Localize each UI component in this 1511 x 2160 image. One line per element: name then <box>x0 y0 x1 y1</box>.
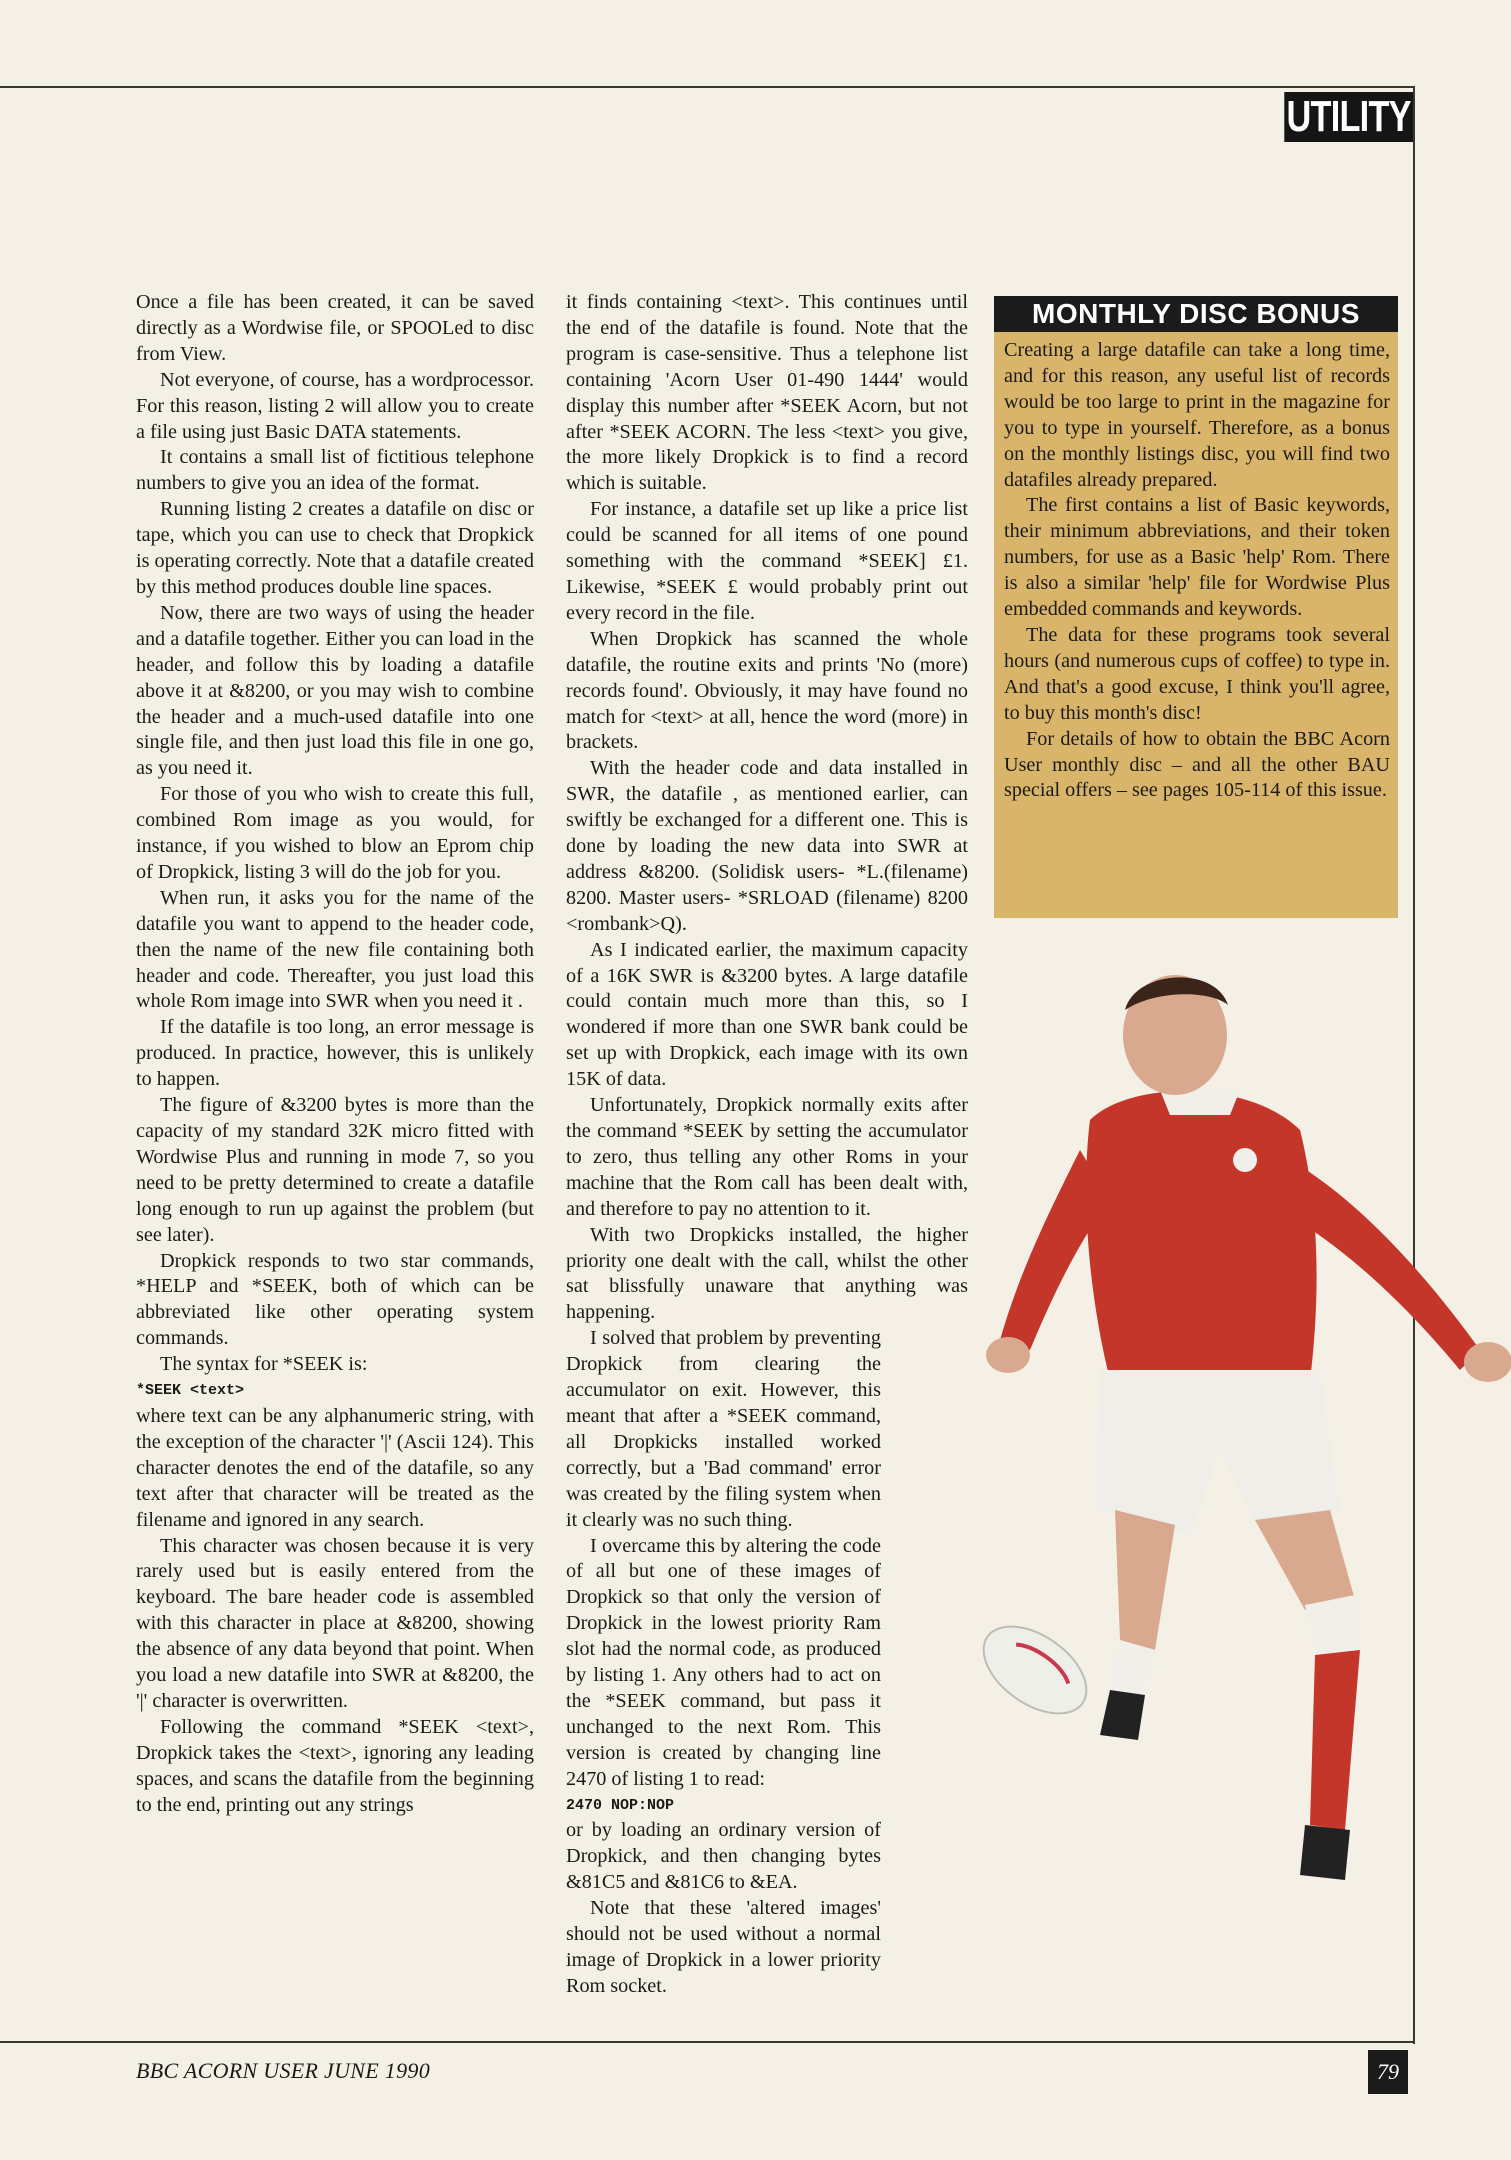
paragraph: For instance, a datafile set up like a price list could be scanned for all items of one pound something with the command *SEEK] £1. Likewise, *SEEK £ would probably print out every record in the file. <box>566 498 968 624</box>
paragraph: Following the command *SEEK <text>, Dropkick takes the <text>, ignoring any leading spaces, and scans the datafile from the beginning to the end, printing out any strings <box>136 1715 534 1816</box>
paragraph: It contains a small list of fictitious telephone numbers to give you an idea of the format. <box>136 446 534 495</box>
code-line: *SEEK <text> <box>136 1382 245 1400</box>
paragraph: When run, it asks you for the name of the datafile you want to append to the header code, then the name of the new file containing both header and code. Thereafter, you just load this whole Rom image into SWR when you need it . <box>136 886 534 1013</box>
paragraph: where text can be any alphanumeric string, with the exception of the character '|' (Ascii 124). This character denotes the end of the datafile, so any text after that character will be treated as the filename and ignored in any search. <box>136 1404 534 1531</box>
sidebar-paragraph: For details of how to obtain the BBC Acorn User monthly disc – and all the other BAU special offers – see pages 105-114 of this issue. <box>1004 727 1390 802</box>
paragraph: Not everyone, of course, has a wordprocessor. For this reason, listing 2 will allow you to create a file using just Basic DATA statements. <box>136 368 534 443</box>
paragraph: The figure of &3200 bytes is more than the capacity of my standard 32K micro fitted with Wordwise Plus and running in mode 7, so you need to be pretty determined to create a datafile long enough to run up against the problem (but see later). <box>136 1094 534 1246</box>
article-column-2 <box>566 290 968 2000</box>
paragraph: When Dropkick has scanned the whole datafile, the routine exits and prints 'No (more) records found'. Obviously, it may have found no match for <text> at all, hence the word (more) in brackets. <box>566 627 968 754</box>
rugby-player-photo <box>960 950 1511 2050</box>
paragraph: it finds containing <text>. This continues until the end of the datafile is found. Note that the program is case-sensitive. Thus a telephone list containing 'Acorn User 01-490 1444' would display this number after *SEEK Acorn, but not after *SEEK ACORN. The less <text> you give, the more likely Dropkick is to find a record which is suitable. <box>566 291 968 495</box>
sidebar-title: MONTHLY DISC BONUS <box>994 296 1398 332</box>
top-rule <box>0 86 1415 88</box>
paragraph: Once a file has been created, it can be saved directly as a Wordwise file, or SPOOLed to disc from View. <box>136 291 534 365</box>
paragraph: If the datafile is too long, an error message is produced. In practice, however, this is unlikely to happen. <box>136 1016 534 1091</box>
paragraph: Now, there are two ways of using the header and a datafile together. Either you can load in the header, and follow this by loading a datafile above it at &8200, or you may wish to combine the header and a much-used datafile into one single file, and then just load this file in one go, as you need it. <box>136 601 534 780</box>
paragraph: or by loading an ordinary version of Dropkick, and then changing bytes &81C5 and &81C6 to &EA. <box>566 1819 881 1894</box>
rugby-ball <box>968 1609 1102 1731</box>
monthly-disc-bonus-box <box>994 296 1398 918</box>
article-column-1 <box>136 290 534 1818</box>
footer-magazine-title: BBC ACORN USER JUNE 1990 <box>136 2058 430 2083</box>
paragraph: I overcame this by altering the code of all but one of these images of Dropkick so that only the version of Dropkick in the lowest priority Ram slot had the normal code, as produced by listing 1. Any others had to act on the *SEEK command, but pass it unchanged to the next Rom. This version is created by changing line 2470 of listing 1 to read: <box>566 1534 881 1790</box>
paragraph: With the header code and data installed in SWR, the datafile , as mentioned earlier, can swiftly be exchanged for a different one. This is done by loading the new data into SWR at address &8200. (Solidisk users- *L.(filename) 8200. Master users- *SRLOAD (filename) 8200 <rombank>Q). <box>566 757 968 935</box>
paragraph: Unfortunately, Dropkick normally exits after the command *SEEK by setting the accumulator to zero, thus telling any other Roms in your machine that the Rom call has been dealt with, and therefore to pay no attention to it. <box>566 1094 968 1220</box>
sidebar-paragraph: Creating a large datafile can take a long time, and for this reason, any useful list of records would be too large to print in the magazine for you to type in yourself. Therefore, as a bonus on the monthly listings disc, you will find two datafiles already prepared. <box>1004 339 1390 491</box>
paragraph: I solved that problem by preventing Dropkick from clearing the accumulator on exit. However, this meant that after a *SEEK command, all Dropkicks installed worked correctly, but a 'Bad command' error was created by the filing system when it clearly was no such thing. <box>566 1327 881 1531</box>
section-tag: UTILITY <box>1284 92 1413 142</box>
paragraph: Dropkick responds to two star commands, *HELP and *SEEK, both of which can be abbreviated like other operating system commands. <box>136 1249 534 1350</box>
paragraph: This character was chosen because it is very rarely used but is easily entered from the keyboard. The bare header code is assembled with this character in place at &8200, showing the absence of any data beyond that point. When you load a new datafile into SWR at &8200, the '|' character is overwritten. <box>136 1534 534 1712</box>
page-number: 79 <box>1368 2050 1408 2094</box>
paragraph: Note that these 'altered images' should not be used without a normal image of Dropkick in a lower priority Rom socket. <box>566 1897 881 1997</box>
paragraph: With two Dropkicks installed, the higher priority one dealt with the call, whilst the other sat blissfully unaware that anything was happening. <box>566 1223 968 1324</box>
paragraph: Running listing 2 creates a datafile on disc or tape, which you can use to check that Dropkick is operating correctly. Note that a datafile created by this method produces double line spaces. <box>136 498 534 598</box>
paragraph: The syntax for *SEEK is: <box>160 1353 368 1376</box>
paragraph: For those of you who wish to create this full, combined Rom image as you would, for instance, if you wished to blow an Eprom chip of Dropkick, listing 3 will do the job for you. <box>136 783 534 883</box>
sidebar-paragraph: The data for these programs took several hours (and numerous cups of coffee) to type in. And that's a good excuse, I think you'll agree, to buy this month's disc! <box>1004 623 1390 724</box>
sidebar-body <box>994 332 1398 804</box>
paragraph: As I indicated earlier, the maximum capacity of a 16K SWR is &3200 bytes. A large datafile could contain much more than this, so I wondered if more than one SWR bank could be set up with Dropkick, each image with its own 15K of data. <box>566 938 968 1091</box>
sidebar-paragraph: The first contains a list of Basic keywords, their minimum abbreviations, and their token numbers, for use as a Basic 'help' Rom. There is also a similar 'help' file for Wordwise Plus embedded commands and keywords. <box>1004 494 1390 621</box>
code-line: 2470 NOP:NOP <box>566 1796 675 1814</box>
